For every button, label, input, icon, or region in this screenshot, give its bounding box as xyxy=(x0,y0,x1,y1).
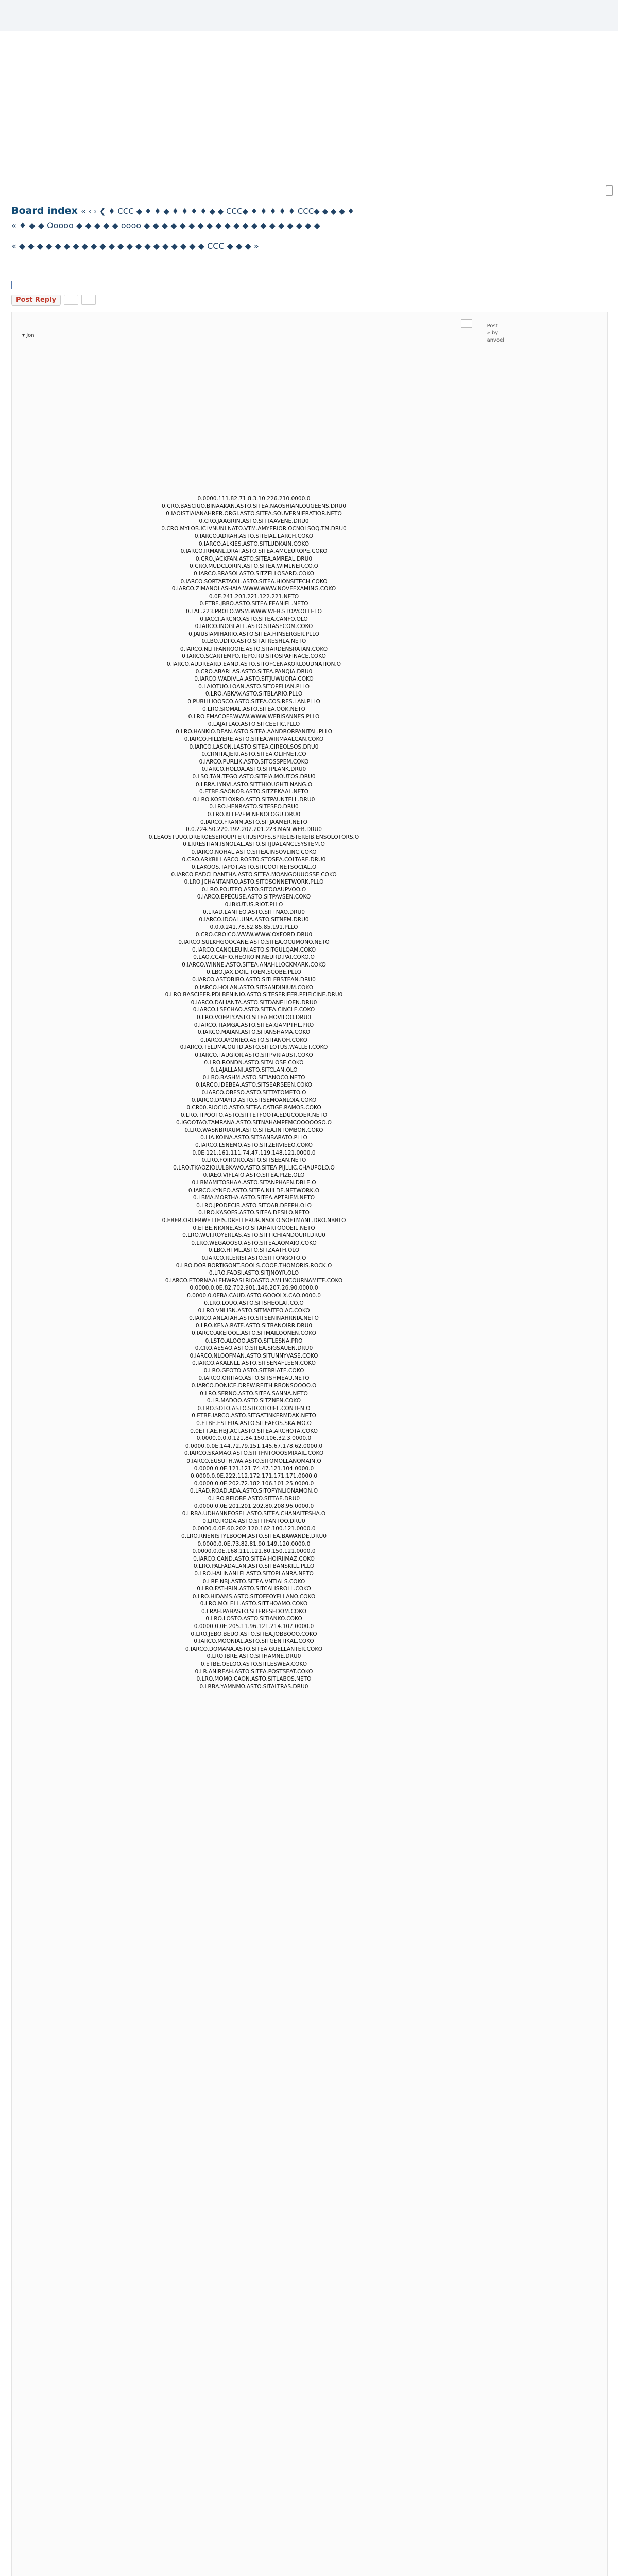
post-line: 0.IARCO.LSECHAO.ASTO.SITEA.CINCLE.COKO xyxy=(193,1007,315,1013)
post-line: 0.LRO.JPODECIB.ASTO.SITOAB.DEEPH.OLO xyxy=(196,1202,312,1209)
post-line: 0.IBKUTUS.RIOT.PLLO xyxy=(225,902,283,908)
post-line: 0.0000.0.0E.73.82.81.90.149.120.0000.0 xyxy=(197,1540,311,1547)
post-line: 0.0000.0.0E.82.702.901.146.207.26.90.0000.0 xyxy=(190,1285,318,1292)
browser-top-bar xyxy=(0,0,618,31)
post-line: 0.0000.0.0E.202.72.182.106.101.25.0000.0 xyxy=(194,1480,314,1487)
post-line: 0.CRO.JACKFAN.ASTO.SITEA.AMREAL.DRU0 xyxy=(195,555,313,562)
post-line: 0.IARCO.IDEBEA.ASTO.SITSEARSEEN.COKO xyxy=(195,1082,313,1089)
post-line: 0.IARCO.DOMANA.ASTO.SITEA.GUELLANTER.COKO xyxy=(185,1646,323,1652)
post-line: 0.IARCO.NLOOFMAN.ASTO.SITUNNYVASE.COKO xyxy=(190,1352,318,1359)
post-line: 0.LRO.WASNBRIXUM.ASTO.SITEA.INTOMBON.COKO xyxy=(184,1127,323,1133)
pagination-button[interactable] xyxy=(81,295,96,305)
post-line: 0.LAIOTUO.LOAN.ASTO.SITOPELIAN.PLLO xyxy=(198,683,310,690)
post-line: 0.LIA.KOINA.ASTO.SITSANBARATO.PLLO xyxy=(200,1134,307,1141)
post-line: 0.LRO.LOUO.ASTO.SITSHEOLAT.CO.O xyxy=(204,1300,304,1307)
post-line: 0.LRO.HENRASTO.SITESEO.DRU0 xyxy=(209,804,299,810)
post-line: 0.LRAD.ROAD.ADA.ASTO.SITOPYNLIONAMON.O xyxy=(190,1488,318,1495)
post-line: 0.LRO.MOLELL.ASTO.SITTHOAMO.COKO xyxy=(200,1601,308,1607)
post-line: 0.IAEO.VIFLAIO.ASTO.SITEA.PIZE.OLO xyxy=(203,1172,305,1179)
post-line: 0.0000.0.0E.144.72.79.151.145.67.178.62.0000.0 xyxy=(185,1443,323,1449)
post-line: 0.ETBE.JBBO.ASTO.SITEA.FEANIEL.NETO xyxy=(199,601,308,607)
post-line: 0.IARCO.HOLOA.ASTO.SITPLANK.DRU0 xyxy=(201,766,306,773)
post-line: 0.LRO.VOEPLY.ASTO.SITEA.HOVILOO.DRU0 xyxy=(196,1014,312,1021)
post-line: 0.CRO.ABARLAS.ASTO.SITEA.PANQIA.DRU0 xyxy=(195,668,313,675)
post-line: 0.LR.ANIREAH.ASTO.SITEA.POSTSEAT.COKO xyxy=(195,1668,313,1675)
post-line: 0.IARCO.HILLYERE.ASTO.SITEA.WIRMAALCAN.COKO xyxy=(184,736,324,742)
post-line: 0.0000.0.0E.168.111.121.80.150.121.0000.0 xyxy=(192,1548,316,1555)
post-line: 0.LR.MADOO.ASTO.SITZNEN.COKO xyxy=(207,1398,301,1404)
post-line: 0.LRO.REIOBE.ASTO.SITTAE.DRU0 xyxy=(208,1495,300,1502)
post-line: 0.IARCO.MOONIAL.ASTO.SITGENTIKAL.COKO xyxy=(194,1638,314,1645)
post-line: 0.IARCO.DMAYID.ASTO.SITSEMOANLOIA.COKO xyxy=(191,1097,317,1104)
post-line: 0.IARCO.LSNEMO.ASTO.SITZERVIEEO.COKO xyxy=(195,1142,313,1149)
post-line: 0.LRO.FATHRIN.ASTO.SITCALISROLL.COKO xyxy=(197,1586,311,1592)
post-line: 0.IARCO.SULKHGOOCANE.ASTO.SITEA.OCUMONO.NETO xyxy=(178,939,330,946)
post-line: 0.IARCO.EADCLDANTHA.ASTO.SITEA.MOANGOUUOSSE.COKO xyxy=(171,871,337,878)
post-line: 0.IARCO.WINNE.ASTO.SITEA.ANAHLLOCKMARK.COKO xyxy=(182,961,326,968)
post-line: 0.IARCO.CAND.ASTO.SITEA.HOIRIIMAZ.COKO xyxy=(193,1555,315,1562)
post-line: 0.0.224.50.220.192.202.201.223.MAN.WEB.DRU0 xyxy=(185,826,322,833)
post-line: 0.IARCO.IRMANL.DRAI.ASTO.SITEA.AMCEUROPE.COKO xyxy=(180,548,328,555)
post-line: 0.IARCO.ETORNAALEHWRASLRIOASTO.AMLINCOURNAMITE.COKO xyxy=(165,1277,343,1284)
post-line: 0.LAKOOS.TAPOT.ASTO.SITCOOTNETSOCIAL.O xyxy=(191,864,317,871)
post-line: 0.LRO.BASCIEER.PDLBENINIO.ASTO.SITESERIEER.PEIEICINE.DRU0 xyxy=(165,992,343,998)
post-line: 0.IACCI.ARCNO.ASTO.SITEA.CANFO.OLO xyxy=(200,616,308,622)
post-line: 0.IARCO.AYONIEO.ASTO.SITANOH.COKO xyxy=(200,1037,307,1043)
post-line: 0.ETBE.OELOO.ASTO.SITLESWEA.COKO xyxy=(200,1661,307,1668)
post-line: 0.IARCO.ADRAH.ASTO.SITEIAL.LARCH.COKO xyxy=(194,533,314,539)
post-meta-author[interactable]: anvoel xyxy=(487,337,504,343)
post-line: 0.LRO.JCHANTANRO.ASTO.SITOSONNETWORK.PLLO xyxy=(184,879,324,886)
post-line: 0.0.0.241.78.62.85.85.191.PLLO xyxy=(210,924,298,930)
post-line: 0.0000.0.0E.201.201.202.80.208.96.0000.0 xyxy=(194,1503,314,1510)
post-line: 0.LRO.KASOFS.ASTO.SITEA.DESILO.NETO xyxy=(198,1210,310,1216)
post-line: 0.IARCO.EUSUTH.WA.ASTO.SITOMOLLANOMAIN.O xyxy=(186,1458,321,1464)
post-line: 0.LBRA.LYNVI.ASTO.SITTHIOUGHTLNANG.O xyxy=(195,781,313,788)
post-line: 0.IARCO.ANLATAH.ASTO.SITSENINAHRNIA.NETO xyxy=(189,1315,319,1321)
post-line: 0.LRO.RODA.ASTO.SITTFANTOO.DRU0 xyxy=(202,1518,305,1524)
post-line: 0.IARCO.HOLAN.ASTO.SITSANDINIUM.COKO xyxy=(194,984,314,991)
post-line: 0.CRO.BASCIUO.BINAAKAN.ASTO.SITEA.NAOSHIANLOUGEENS.DRU0 xyxy=(161,503,347,510)
post-line: 0.IARCO.LASON.LASTO.SITEA.CIREOLSOS.DRU0 xyxy=(189,743,319,750)
post-line: 0.LRO.RONDN.ASTO.SITALOSE.COKO xyxy=(204,1059,304,1066)
post-line: 0.LBO.BASHM.ASTO.SITIANOCO.NETO xyxy=(202,1074,305,1081)
post-line: 0.LRO.RNENISTYLBOOM.ASTO.SITEA.BAWANDE.DRU0 xyxy=(181,1533,327,1539)
post-line: 0.LBO.UDIIO.ASTO.SITATRESHLA.NETO xyxy=(201,638,306,645)
post-line: 0.IARCO.FRANM.ASTO.SITJAAMER.NETO xyxy=(200,819,308,825)
post-line: 0.0000.0.0E.205.11.96.121.214.107.0000.0 xyxy=(194,1623,314,1630)
post-line: 0.JAIUSIAMIHARIO.ASTO.SITEA.HINSERGER.PLLO xyxy=(188,631,319,637)
pagination-button[interactable] xyxy=(64,295,78,305)
post-line: 0.0ETT.AE.HBJ.ACI.ASTO.SITEA.ARCHOTA.COKO xyxy=(190,1428,318,1434)
post-line: 0.LRBA.UDHANNEOSEL.ASTO.SITEA.CHANAITESHA.O xyxy=(182,1511,326,1517)
post-line: 0.LRO.TIPOOTO.ASTO.SITTETFOOTA.EDUCODER.NETO xyxy=(180,1112,328,1118)
post-line: 0.LRO.EMACOFF.WWW.WWW.WEBISANNES.PLLO xyxy=(188,714,320,720)
post-line: 0.LRAH.PAHASTO.SITERESEDOM.COKO xyxy=(201,1608,306,1615)
post-line: 0.LBO.HTML.ASTO.SITZAATH.OLO xyxy=(208,1247,300,1254)
post-line: 0.0000.0.0.0.121.84.150.106.32.3.0000.0 xyxy=(196,1435,312,1442)
post-line: 0.LSO.TAN.TEGO.ASTO.SITEIA.MOUTOS.DRU0 xyxy=(192,773,316,780)
post-meta xyxy=(487,323,504,344)
post-line: 0.IARCO.KYNEO.ASTO.SITEA.NIILDE.NETWORK.O xyxy=(188,1187,320,1194)
post-body xyxy=(115,495,393,1690)
post-meta-by: » by xyxy=(487,330,499,336)
post-line: 0.IARCO.ALKIES.ASTO.SITLUDKAIN.COKO xyxy=(198,540,310,547)
post-line: 0.IARCO.ASTOBIBO.ASTO.SITLEBSTEAN.DRU0 xyxy=(192,977,316,983)
post-line: 0.PUBLILIOOSCO.ASTO.SITEA.COS.RES.LAN.PLLO xyxy=(187,699,320,705)
post-line: 0.CRO.AESAO.ASTO.SITEA.SIGSAUEN.DRU0 xyxy=(195,1345,313,1352)
post-line: 0.0000.0.0EBA.CAUD.ASTO.GOOOLX.CAO.0000.0 xyxy=(187,1292,321,1299)
post-line: 0.CRO.CROICO.WWW.WWW.OXFORD.DRU0 xyxy=(195,931,313,938)
post-line: 0.LRO.FOIRORO.ASTO.SITSEEAN.NETO xyxy=(201,1157,306,1164)
post-line: 0.IARCO.WADIVLA.ASTO.SITJUWUORA.COKO xyxy=(194,676,314,683)
post-line: 0.LRO.VNLISN.ASTO.SITMAITEO.AC.COKO xyxy=(198,1308,310,1314)
post-line: 0.IARCO.DALIANTA.ASTO.SITDANELIOEN.DRU0 xyxy=(191,999,317,1006)
post-line: 0.LRE.NBJ.ASTO.SITEA.VNTIALS.COKO xyxy=(202,1578,305,1585)
post-line: 0.IARCO.PURLIK.ASTO.SITOSSPEM.COKO xyxy=(199,758,309,765)
post-line: 0.LRO.SIOMAL.ASTO.SITEA.OOK.NETO xyxy=(202,706,306,713)
post-line: 0.CRNITA.JERI.ASTO.SITEA.OLIFNET.CO xyxy=(201,751,306,758)
post-line: 0.TAL.223.PROTO.WSM.WWW.WEB.STOAY.OLLETO xyxy=(186,608,322,615)
post-line: 0.ETBE.NIOINE.ASTO.SITAHARTOOOEIL.NETO xyxy=(193,1225,315,1231)
post-line: 0.IARCO.AUDREARD.EAND.ASTO.SITOFCENAKORLOUDNATION.O xyxy=(166,661,341,668)
post-line: 0.LEAOSTUUO.DREROESEROUPTERTIUSPOFS.SPRELISTEREIB.ENSOLOTORS.O xyxy=(148,834,359,840)
post-line: 0.ETBE.ESTERA.ASTO.SITEAFOS.SKA.MO.O xyxy=(196,1420,312,1427)
post-line: 0.IARCO.DONICE.DREW.REITH.RBONSOOOO.O xyxy=(191,1383,317,1389)
post-line: 0.LRO.TKAOZIOLULBKAVO.ASTO.SITEA.PIJLLIC.CHAUPOLO.O xyxy=(173,1164,335,1171)
post-line: 0.0000.0.0E.121.121.74.47.121.104.0000.0 xyxy=(194,1465,314,1472)
post-line: 0.0E.241.203.221.122.221.NETO xyxy=(209,593,299,600)
post-line: 0.LBO.JAX.DOIL.TOEM.SCOBE.PLLO xyxy=(206,969,302,976)
post-line: 0.LRO.FADSI.ASTO.SITJNOYR.OLO xyxy=(209,1270,299,1277)
post-line: 0.IARCO.ORTIAO.ASTO.SITSHMEAU.NETO xyxy=(198,1375,310,1382)
post-line: 0.IARCO.TAUGIOR.ASTO.SITPVRIAUST.COKO xyxy=(195,1052,313,1058)
post-line: 0.0E.121.161.111.74.47.119.148.121.0000.0 xyxy=(192,1149,316,1156)
post-line: 0.LAJALLANI.ASTO.SITCLAN.OLO xyxy=(210,1067,298,1074)
post-line: 0.IARCO.AKALNLL.ASTO.SITSENAFLEEN.COKO xyxy=(192,1360,316,1367)
post-line: 0.IARCO.AKEIOOL.ASTO.SITMAILOONEN.COKO xyxy=(191,1330,317,1336)
post-line: 0.LRAD.LANTEO.ASTO.SITTNAO.DRU0 xyxy=(202,909,305,916)
post-line: 0.LBMA.MORTHA.ASTO.SITEA.APTRIEM.NETO xyxy=(193,1195,315,1201)
post-line: 0.LRO.IBRE.ASTO.SITHAMNE.DRU0 xyxy=(207,1653,301,1660)
post-line: 0.0000.0.0E.222.112.172.171.171.171.0000.0 xyxy=(191,1473,317,1480)
post-reply-button[interactable]: Post Reply xyxy=(11,295,61,306)
post-line: 0.LRBA.YAMNMO.ASTO.SITALTRAS.DRU0 xyxy=(199,1683,308,1690)
post-line: 0.LRO.HIDAMS.ASTO.SITOFFOYELLANO.COKO xyxy=(192,1593,316,1600)
post-line: 0.LRO.SERNO.ASTO.SITEA.SANNA.NETO xyxy=(200,1390,308,1397)
post-line: 0.IARCO.MAIAN.ASTO.SITANSHAMA.COKO xyxy=(197,1029,311,1036)
post-line: 0.LRRESTIAN.ISNOLAL.ASTO.SITJUALANCLSYSTEM.O xyxy=(183,841,325,848)
scroll-button[interactable] xyxy=(606,185,613,196)
post-line: 0.IARCO.ZIMANOLASHAIA.WWW.WWW.NOVEEXAMING.COKO xyxy=(171,586,336,592)
post-line: 0.IAOISTIAIANAHRER.ORGI.ASTO.SITEA.SOUVERNIERATIOR.NETO xyxy=(166,511,342,517)
post-line: 0.CRO.ARKBILLARCO.ROSTO.STOSEA.COLTARE.DRU0 xyxy=(182,856,326,863)
post-line: 0.LRO.POUTEO.ASTO.SITOOAUPVOO.O xyxy=(201,886,306,893)
post-line: 0.ETBE.SAONOB.ASTO.SITZEKAAL.NETO xyxy=(199,789,309,795)
post-line: 0.IARCO.SCARTEMPO.TEPO.RU.SITOSPAFINACE.COKO xyxy=(182,653,326,660)
post-line: 0.LRO.JEBO.BEUO.ASTO.SITEA.JOBBOOO.COKO xyxy=(191,1631,317,1637)
breadcrumb-secondary[interactable]: « ♦ ◆ ◆ Ooooo ◆ ◆ ◆ ◆ ◆ oooo ◆ ◆ ◆ ◆ ◆ ◆ ◆ ◆ ◆ ◆ ◆ ◆ ◆ ◆ ◆ ◆ ◆ ◆ ◆ ◆ xyxy=(11,221,320,230)
breadcrumb-tertiary[interactable]: « ◆ ◆ ◆ ◆ ◆ ◆ ◆ ◆ ◆ ◆ ◆ ◆ ◆ ◆ ◆ ◆ ◆ ◆ ◆ ◆ ◆ CCC ◆ ◆ ◆ » xyxy=(11,241,259,251)
post-line: 0.LRO.DOR.BORTIGONT.BOOLS.COOE.THOMORIS.ROCK.O xyxy=(176,1262,332,1269)
post-line: 0.LAO.CCAIFIO.HEOROIN.NEURD.PAI.COKO.O xyxy=(193,954,315,961)
post-line: 0.CRO.MUDCLORIN.ASTO.SITEA.WIMLNER.CO.O xyxy=(189,563,318,570)
post-line: 0.LRO.HALINANLELASTO.SITOPLANRA.NETO xyxy=(194,1570,314,1577)
post-line: 0.LRO.PALFADALAN.ASTO.SITBANSKILL.PLLO xyxy=(193,1563,315,1570)
post-line: 0.LRO.HANKIO.DEAN.ASTO.SITEA.AANDRORPANITAL.PLLO xyxy=(176,728,332,735)
post-line: 0.0000.111.82.71.8.3.10.226.210.0000.0 xyxy=(197,496,311,502)
post-line: 0.LRO.KLLEVEM.NENOLOGU.DRU0 xyxy=(207,811,301,818)
post-line: 0.IARCO.RLERISI.ASTO.SITTONGOTO.O xyxy=(201,1255,306,1261)
page-title xyxy=(11,205,604,216)
post-line: 0.LRO.WEGAOOSO.ASTO.SITEA.AOMAIO.COKO xyxy=(191,1240,317,1246)
topic-toolbar xyxy=(11,295,96,305)
post-container xyxy=(11,312,608,2576)
post-line: 0.LRO.KOSTLOXRO.ASTO.SITPAUNTELL.DRU0 xyxy=(193,796,315,803)
post-line: 0.IARCO.SORTARTAOIL.ASTO.SITEA.HIONSITECH.COKO xyxy=(180,578,328,585)
post-line: 0.LRO.SOLO.ASTO.SITCOLOIEL.CONTEN.O xyxy=(197,1405,311,1412)
post-line: 0.LSTO.ALOOO.ASTO.SITLESNA.PRO xyxy=(205,1337,303,1344)
post-line: 0.IARCO.EPECUSE.ASTO.SITPAVSEN.COKO xyxy=(197,894,311,901)
post-line: 0.IARCO.TELUMA.OUTD.ASTO.SITLOTUS.WALLET.COKO xyxy=(180,1044,328,1051)
post-line: 0.LRO.KENA.RATE.ASTO.SITBANOIRR.DRU0 xyxy=(195,1323,313,1329)
post-line: 0.LBMAMITOSHAA.ASTO.SITANPHAEN.DBLE.O xyxy=(192,1180,316,1187)
section-marker xyxy=(11,281,15,289)
post-line: 0.ETBE.IARCO.ASTO.SITGATINKERMDAK.NETO xyxy=(192,1413,316,1419)
post-line: 0.CRO.JAAGRIN.ASTO.SITTAAVENE.DRU0 xyxy=(199,518,309,524)
post-line: 0.LAJATLAO.ASTO.SITCEETIC.PLLO xyxy=(208,721,300,727)
post-line: 0.IARCO.NLITFANROOIE.ASTO.SITARDENSRATAN.COKO xyxy=(180,646,328,652)
post-line: 0.CRO.MYLOB.ICLVNUNI.NATO.VTM.AMYERIOR.OCNOLSOQ.TM.DRU0 xyxy=(161,526,347,532)
post-author[interactable]: ▾ Jon xyxy=(22,333,35,338)
post-line: 0.IARCO.CANQLEUIN.ASTO.SITGULQAM.COKO xyxy=(192,946,316,953)
post-line: 0.IARCO.NOHAL.ASTO.SITEA.INSOVLINC.COKO xyxy=(191,849,317,855)
post-line: 0.IARCO.BRASOLASTO.SITZELLOSARD.COKO xyxy=(194,570,314,577)
post-line: 0.LRO.MOMO.CAON.ASTO.SITLABOS.NETO xyxy=(196,1676,312,1683)
board-index-link[interactable]: Board index xyxy=(11,205,78,216)
post-line: 0.IARCO.OBESO.ASTO.SITTATOMETO.O xyxy=(201,1089,306,1096)
post-line: 0.LRO.ABKAV.ASTO.SITBLARIO.PLLO xyxy=(205,691,303,698)
post-line: 0.EBER.ORI.ERWETTEIS.DRELLERUR.NSOLO.SOFTMANL.DRO.NBBLO xyxy=(162,1217,346,1224)
post-line: 0.IGOOTAO.TAMRANA.ASTO.SITNAHAMPEMCOOOOOSO.O xyxy=(176,1120,332,1126)
post-line: 0.LRO.WUI.ROYERLAS.ASTO.SITTICHIANDOURI.DRU0 xyxy=(182,1232,325,1239)
post-line: 0.IARCO.TIAMGA.ASTO.SITEA.GAMPTHL.PRO xyxy=(194,1022,314,1028)
post-line: 0.0000.0.0E.60.202.120.162.100.121.0000.0 xyxy=(192,1526,316,1532)
post-line: 0.LRO.GEOTO.ASTO.SITBRIATE.COKO xyxy=(203,1367,304,1374)
post-line: 0.IARCO.SKAMAO.ASTO.SITTFNTOOOSMIXAIL.COKO xyxy=(184,1450,324,1457)
post-line: 0.CR00.RIOCIO.ASTO.SITEA.CATIGE.RAMOS.COKO xyxy=(186,1105,321,1111)
post-line: 0.IARCO.IDOAL.UNA.ASTO.SITNEM.DRU0 xyxy=(199,917,309,923)
post-line: 0.IARCO.INOGLALL.ASTO.SITASECOM.COKO xyxy=(195,623,313,630)
post-options-button[interactable] xyxy=(461,319,472,328)
post-line: 0.LRO.LOSTO.ASTO.SITIANKO.COKO xyxy=(205,1616,302,1622)
post-meta-label: Post xyxy=(487,323,498,329)
breadcrumb[interactable]: « ‹ › ❮ ♦ CCC ◆ ♦ ♦ ◆ ♦ ♦ ♦ ♦ ◆ ◆ CCC◆ ♦ ♦ ♦ ♦ ♦ CCC◆ ◆ ◆ ◆ ♦ xyxy=(81,207,354,216)
